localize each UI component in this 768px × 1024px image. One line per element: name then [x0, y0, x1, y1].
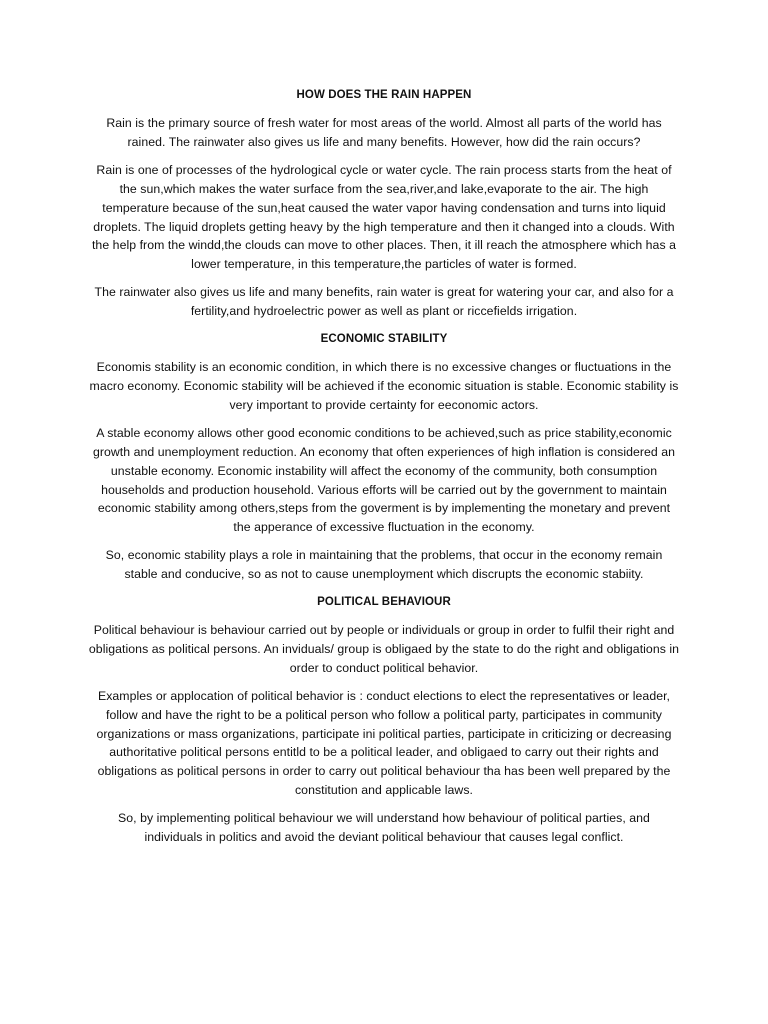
document-body	[88, 86, 680, 856]
paragraph: So, economic stability plays a role in maintaining that the problems, that occur in the economy remain stable and conducive, so as not to cause unemployment which discrupts the economic stabiity.	[105, 548, 663, 582]
paragraph: The rainwater also gives us life and many benefits, rain water is great for watering your car, and also for a fertility,and hydroelectric power as well as plant or riccefields irrigation.	[94, 285, 674, 319]
section-heading-economic-stability: ECONOMIC STABILITY	[320, 333, 448, 346]
section-heading-rain: HOW DOES THE RAIN HAPPEN	[296, 89, 472, 101]
paragraph: So, by implementing political behaviour we will understand how behaviour of political parties, and individuals in politics and avoid the deviant political behaviour that causes legal conflict.	[118, 811, 650, 845]
section-heading-political-behaviour: POLITICAL BEHAVIOUR	[317, 596, 451, 609]
paragraph: Economis stability is an economic condition, in which there is no excessive changes or fluctuations in the macro economy. Economic stability will be achieved if the economic situation is stable. Economic stability is very important to provide certainty for eeconomic actors.	[89, 360, 679, 412]
paragraph: A stable economy allows other good economic conditions to be achieved,such as price stability,economic growth and unemployment reduction. An economy that often experiences of high inflation is considered an unstable economy. Economic instability will affect the economy of the community, both consumption households and production household. Various efforts will be carried out by the government to maintain economic stability among others,steps from the goverment is by implementing the monetary and prevent the apperance of excessive fluctuation in the economy.	[92, 425, 676, 535]
paragraph: Political behaviour is behaviour carried out by people or individuals or group in order to fulfil their right and obligations as political persons. An inviduals/ group is obligaed by the state to do the right and obligations in order to conduct political behavior.	[88, 623, 680, 675]
paragraph: Rain is one of processes of the hydrological cycle or water cycle. The rain process starts from the heat of the sun,which makes the water surface from the sea,river,and lake,evaporate to the air. The high temperature because of the sun,heat caused the water vapor having condensation and turns into liquid droplets. The liquid droplets getting heavy by the high temperature and then it changed into a clouds. With the help from the windd,the clouds can move to other places. Then, it ill reach the atmosphere which has a lower temperature, in this temperature,the particles of water is formed.	[91, 162, 677, 272]
paragraph: Rain is the primary source of fresh water for most areas of the world. Almost all parts of the world has rained. The rainwater also gives us life and many benefits. However, how did the rain occurs?	[106, 116, 662, 149]
paragraph: Examples or applocation of political behavior is : conduct elections to elect the representatives or leader, follow and have the right to be a political person who follow a political party, participates in community organizations or mass organizations, participate ini political parties, participate in criticizing or decreasing authoritative political persons entitld to be a political leader, and obligaed to carry out their rights and obligations as political persons in order to carry out political behaviour tha has been well prepared by the constitution and applicable laws.	[96, 688, 672, 798]
